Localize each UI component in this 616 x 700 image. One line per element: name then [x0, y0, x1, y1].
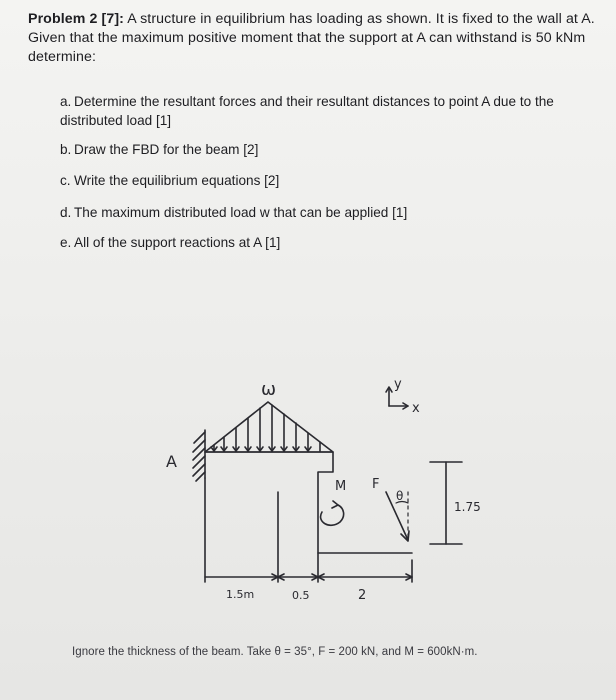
problem-intro: A structure in equilibrium has loading as shown. It is fixed to the wall at A. Given that the maximum positive moment that the support at A can withstand is 50 kNm determine: [28, 11, 595, 65]
beam [205, 452, 412, 553]
axis-y-label: y [394, 377, 402, 392]
part-e-label: e. [60, 235, 72, 250]
span-3-label: 2 [358, 588, 367, 603]
support-a-label: A [166, 452, 177, 471]
part-c-text: Write the equilibrium equations [2] [74, 173, 280, 188]
moment-arrow [321, 501, 344, 525]
distributed-load [205, 402, 333, 452]
part-c-label: c. [60, 173, 71, 188]
height-dimension-label: 1.75 [454, 500, 481, 514]
axis-x-label: x [412, 401, 420, 416]
span-2-label: 0.5 [292, 589, 310, 602]
part-a-text: Determine the resultant forces and their resultant distances to point A due to the distributed load [1] [60, 94, 554, 128]
force-label: F [372, 477, 380, 492]
part-d-text: The maximum distributed load w that can be applied [1] [74, 205, 408, 220]
moment-label: M [335, 479, 347, 494]
problem-heading: Problem 2 [7]: [28, 11, 125, 27]
part-d-label: d. [60, 205, 72, 220]
part-b-label: b. [60, 142, 72, 157]
angle-label: θ [396, 489, 404, 503]
load-label: ω [261, 379, 277, 400]
span-1-label: 1.5m [226, 588, 255, 601]
span-dimensions [205, 478, 412, 582]
part-a-label: a. [60, 94, 72, 109]
part-b-text: Draw the FBD for the beam [2] [74, 142, 259, 157]
fixed-wall-support [193, 430, 205, 481]
part-e-text: All of the support reactions at A [1] [74, 235, 281, 250]
footnote: Ignore the thickness of the beam. Take θ = 35°, F = 200 kN, and M = 600kN·m. [72, 646, 478, 658]
